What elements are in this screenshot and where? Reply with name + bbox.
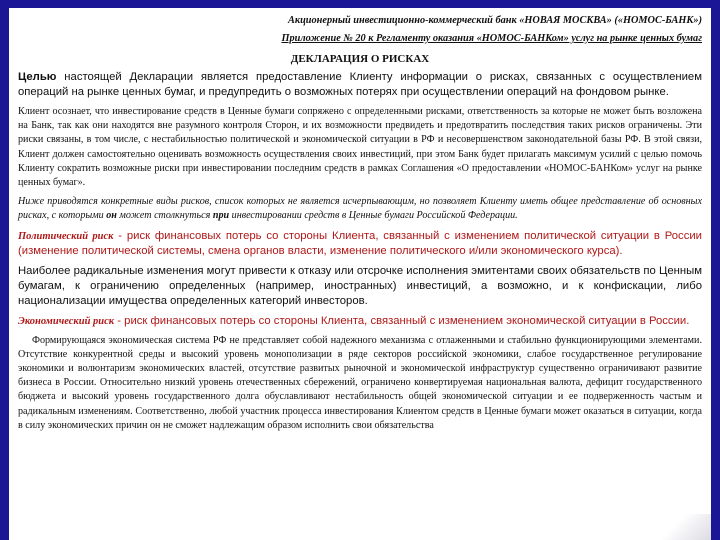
document-page xyxy=(9,8,711,540)
political-risk-paragraph xyxy=(18,229,702,259)
radical-changes-paragraph: Наиболее радикальные изменения могут привести к отказу или отсрочке исполнения эмитентами своих обязательств по Ценным бумагам, к ограничению определенных (например, иностранных) инвестиций, а возможно, и к конфискации, либо национализации имущества определенных категорий инвесторов. xyxy=(18,264,702,307)
purpose-paragraph xyxy=(18,70,702,100)
intro-bold2: при xyxy=(212,210,230,222)
economic-risk-paragraph xyxy=(18,314,702,329)
economic-risk-term: Экономический риск xyxy=(18,315,115,327)
bank-name: Акционерный инвестиционно-коммерческий банк «НОВАЯ МОСКВА» («НОМОС-БАНК») xyxy=(287,15,702,26)
intro-part3: инвестировании средств в Ценные бумаги Российской Федерации. xyxy=(229,210,518,222)
economy-paragraph: Формирующаяся экономическая система РФ не представляет собой надежного механизма с отлаженными и стабильно функционирующими элементами. Отсутствие конкурентной среды и высокий уровень монополизации в ряде секторов российской экономики, слабое государственное регулирование экономики и волюнтаризм экономических властей, отсутствие развитых рыночной и экономической инфраструктур существенно ограничивают развитие бизнеса в России. Относительно низкий уровень отечественных сбережений, ограничено конвертируемая национальная валюта, дефицит государственного бюджета и высокий уровень государственного долга обуславливают нестабильность общей экономической ситуации и ее подверженность частым и радикальным изменениям. Соответственно, любой участник процесса инвестирования Клиентом средств в Ценные бумаги может оказаться в ситуации, когда в силу экономических причин он не сможет надлежащим образом исполнить свои обязательства xyxy=(18,334,702,431)
page-curl-shade xyxy=(651,514,711,540)
economic-risk-definition: - риск финансовых потерь со стороны Клиента, связанный с изменением экономической ситуации в России. xyxy=(114,314,690,327)
appendix-line: Приложение № 20 к Регламенту оказания «НОМОС-БАНКом» услуг на рынке ценных бумаг xyxy=(281,33,702,44)
declaration-title: ДЕКЛАРАЦИЯ О РИСКАХ xyxy=(290,53,430,65)
intro-paragraph xyxy=(18,195,702,223)
political-risk-definition: - риск финансовых потерь со стороны Клиента, связанный с изменением политической ситуации в России (изменение политической системы, смена органов власти, изменение политического и/или экономического курса). xyxy=(18,229,702,257)
awareness-paragraph: Клиент осознает, что инвестирование средств в Ценные бумаги сопряжено с определенными рисками, ответственность за которые не может быть возложена на Банк, так как они находятся вне разумного контроля Сторон, и их возможности предвидеть и предотвратить последствия таких рисков ограничены. Эти риски связаны, в том числе, с нестабильностью политической и экономической ситуации в РФ и несовершенством законодательной базы РФ. В этой связи, Клиент должен самостоятельно оценивать возможность осуществления своих инвестиций, при этом Банк будет прилагать максимум усилий с целью помочь Клиенту сократить возможные риски при инвестировании последним средств в рамках Соглашения «О предоставлении «НОМОС-БАНКом» услуг на рынке ценных бумаг». xyxy=(18,106,702,189)
intro-bold1: он xyxy=(106,210,117,222)
intro-part2: может столкнуться xyxy=(116,210,213,222)
political-risk-term: Политический риск xyxy=(18,230,114,242)
intro-part1: Ниже приводятся конкретные виды рисков, список которых не является исчерпывающим, но позволяет Клиенту иметь общее представление об основных рисках, с которыми xyxy=(18,196,702,222)
purpose-lead: Целью xyxy=(18,71,57,83)
purpose-text: настоящей Декларации является предоставление Клиенту информации о рисках, связанных с осуществлением операций на рынке ценных бумаг, и предупредить о возможных потерях при осуществлении операций на фондовом рынке. xyxy=(18,71,702,98)
